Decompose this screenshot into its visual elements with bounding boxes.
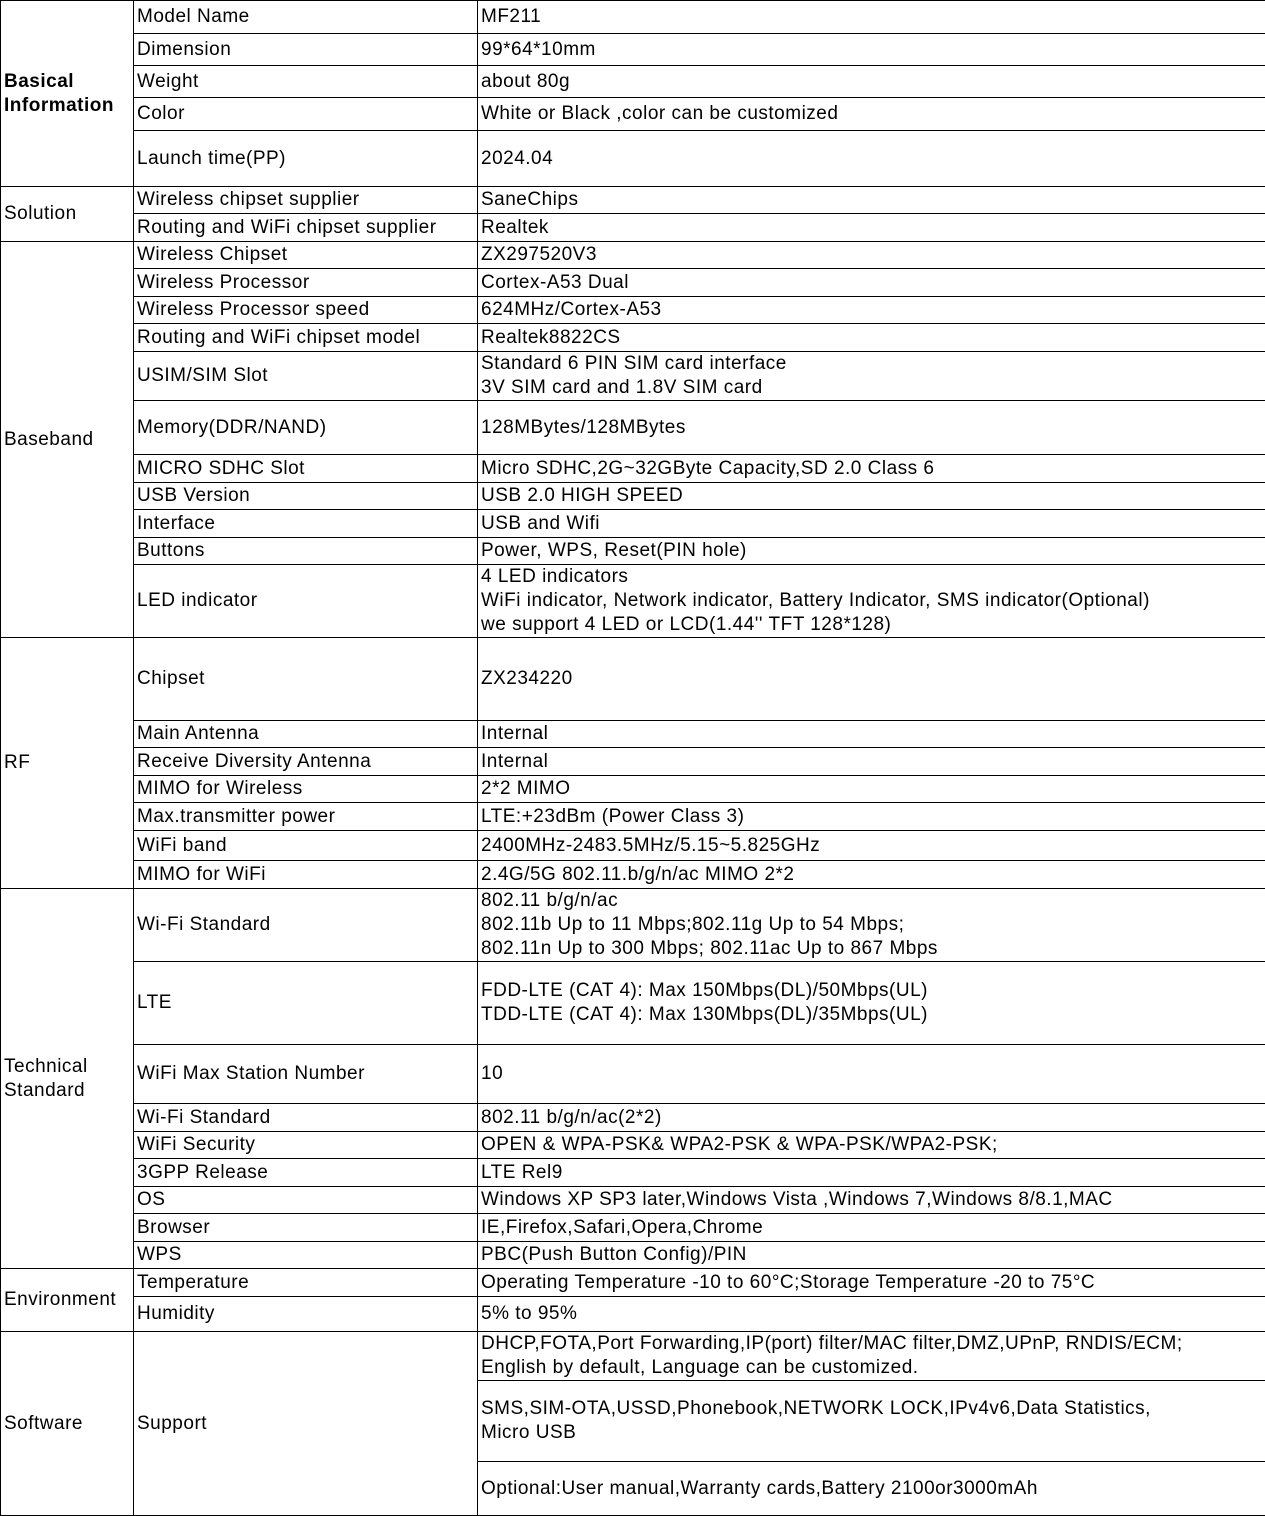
spec-value: USB and Wifi: [478, 510, 1265, 538]
spec-value: 2400MHz-2483.5MHz/5.15~5.825GHz: [478, 831, 1265, 861]
spec-value: USB 2.0 HIGH SPEED: [478, 483, 1265, 510]
spec-label: MICRO SDHC Slot: [134, 455, 478, 483]
spec-value: Realtek8822CS: [478, 324, 1265, 352]
spec-label: Humidity: [134, 1297, 478, 1332]
table-row: [1, 638, 1265, 721]
spec-label: Color: [134, 98, 478, 131]
table-row: [1, 776, 1265, 803]
table-row: [1, 214, 1265, 242]
table-row: [1, 1242, 1265, 1269]
spec-value: ZX297520V3: [478, 242, 1265, 269]
spec-label: Temperature: [134, 1269, 478, 1297]
spec-label: Weight: [134, 66, 478, 98]
table-row: [1, 269, 1265, 297]
spec-label: Buttons: [134, 538, 478, 565]
table-row: [1, 748, 1265, 776]
spec-value: 128MBytes/128MBytes: [478, 401, 1265, 455]
spec-label: LTE: [134, 962, 478, 1045]
table-row: [1, 1269, 1265, 1297]
spec-value: 2.4G/5G 802.11.b/g/n/ac MIMO 2*2: [478, 861, 1265, 889]
spec-label: OS: [134, 1187, 478, 1214]
table-row: [1, 1045, 1265, 1104]
spec-value: Operating Temperature -10 to 60°C;Storage Temperature -20 to 75°C: [478, 1269, 1265, 1297]
spec-value: IE,Firefox,Safari,Opera,Chrome: [478, 1214, 1265, 1242]
section-label: Environment: [1, 1269, 134, 1332]
table-row: [1, 1132, 1265, 1159]
table-row: [1, 721, 1265, 748]
spec-label: USB Version: [134, 483, 478, 510]
spec-value: Cortex-A53 Dual: [478, 269, 1265, 297]
spec-value: White or Black ,color can be customized: [478, 98, 1265, 131]
spec-value: SaneChips: [478, 187, 1265, 214]
spec-value: Internal: [478, 748, 1265, 776]
table-row: [1, 962, 1265, 1045]
spec-label: Max.transmitter power: [134, 803, 478, 831]
spec-label: USIM/SIM Slot: [134, 352, 478, 401]
table-row: [1, 324, 1265, 352]
section-label: Solution: [1, 187, 134, 242]
section-label: Technical Standard: [1, 889, 134, 1269]
spec-label: Memory(DDR/NAND): [134, 401, 478, 455]
spec-label: Routing and WiFi chipset model: [134, 324, 478, 352]
spec-value: 2024.04: [478, 131, 1265, 187]
spec-label: Wireless Chipset: [134, 242, 478, 269]
table-row: [1, 861, 1265, 889]
spec-value: about 80g: [478, 66, 1265, 98]
table-row: [1, 66, 1265, 98]
table-row: [1, 1, 1265, 34]
spec-label: LED indicator: [134, 565, 478, 638]
table-row: [1, 1187, 1265, 1214]
table-row: [1, 401, 1265, 455]
spec-label: WiFi Security: [134, 1132, 478, 1159]
table-row: [1, 565, 1265, 638]
spec-value: Internal: [478, 721, 1265, 748]
table-row: [1, 131, 1265, 187]
spec-value: 10: [478, 1045, 1265, 1104]
table-row: [1, 1332, 1265, 1381]
table-row: [1, 1214, 1265, 1242]
spec-label: Wireless Processor: [134, 269, 478, 297]
spec-label: MIMO for WiFi: [134, 861, 478, 889]
spec-value: 4 LED indicators WiFi indicator, Network indicator, Battery Indicator, SMS indicator(Optional) we support 4 LED or LCD(1.44'' TFT 128*128): [478, 565, 1265, 638]
table-row: [1, 1297, 1265, 1332]
spec-value: 5% to 95%: [478, 1297, 1265, 1332]
spec-label: Chipset: [134, 638, 478, 721]
spec-label: Launch time(PP): [134, 131, 478, 187]
spec-label: Wireless Processor speed: [134, 297, 478, 324]
section-label: Software: [1, 1332, 134, 1516]
spec-label: Wireless chipset supplier: [134, 187, 478, 214]
spec-label: WiFi Max Station Number: [134, 1045, 478, 1104]
spec-label: 3GPP Release: [134, 1159, 478, 1187]
spec-label: Interface: [134, 510, 478, 538]
spec-label: Dimension: [134, 34, 478, 66]
table-row: [1, 34, 1265, 66]
spec-label: WPS: [134, 1242, 478, 1269]
table-row: [1, 1159, 1265, 1187]
table-row: [1, 297, 1265, 324]
table-row: [1, 483, 1265, 510]
table-row: [1, 187, 1265, 214]
section-label: Basical Information: [1, 1, 134, 187]
section-label: RF: [1, 638, 134, 889]
spec-label: MIMO for Wireless: [134, 776, 478, 803]
table-row: [1, 889, 1265, 962]
spec-value: Optional:User manual,Warranty cards,Battery 2100or3000mAh: [478, 1462, 1265, 1516]
spec-label: Routing and WiFi chipset supplier: [134, 214, 478, 242]
spec-label: WiFi band: [134, 831, 478, 861]
spec-value: ZX234220: [478, 638, 1265, 721]
table-row: [1, 1104, 1265, 1132]
spec-value: 802.11 b/g/n/ac 802.11b Up to 11 Mbps;802.11g Up to 54 Mbps; 802.11n Up to 300 Mbps; 802.11ac Up to 867 Mbps: [478, 889, 1265, 962]
spec-label: Browser: [134, 1214, 478, 1242]
spec-label: Model Name: [134, 1, 478, 34]
spec-value: MF211: [478, 1, 1265, 34]
spec-value: SMS,SIM-OTA,USSD,Phonebook,NETWORK LOCK,IPv4v6,Data Statistics, Micro USB: [478, 1381, 1265, 1462]
spec-value: Standard 6 PIN SIM card interface 3V SIM card and 1.8V SIM card: [478, 352, 1265, 401]
spec-label: Main Antenna: [134, 721, 478, 748]
spec-value: Power, WPS, Reset(PIN hole): [478, 538, 1265, 565]
table-row: [1, 455, 1265, 483]
spec-value: Windows XP SP3 later,Windows Vista ,Windows 7,Windows 8/8.1,MAC: [478, 1187, 1265, 1214]
spec-value: 99*64*10mm: [478, 34, 1265, 66]
table-row: [1, 803, 1265, 831]
table-row: [1, 98, 1265, 131]
table-row: [1, 242, 1265, 269]
spec-value: DHCP,FOTA,Port Forwarding,IP(port) filter/MAC filter,DMZ,UPnP, RNDIS/ECM; English by default, Language can be customized.: [478, 1332, 1265, 1381]
table-row: [1, 352, 1265, 401]
spec-label: Receive Diversity Antenna: [134, 748, 478, 776]
table-row: [1, 831, 1265, 861]
spec-value: 624MHz/Cortex-A53: [478, 297, 1265, 324]
spec-value: Micro SDHC,2G~32GByte Capacity,SD 2.0 Class 6: [478, 455, 1265, 483]
spec-value: 2*2 MIMO: [478, 776, 1265, 803]
spec-label: Wi-Fi Standard: [134, 889, 478, 962]
spec-value: LTE Rel9: [478, 1159, 1265, 1187]
table-row: [1, 510, 1265, 538]
spec-value: OPEN & WPA-PSK& WPA2-PSK & WPA-PSK/WPA2-PSK;: [478, 1132, 1265, 1159]
spec-value: PBC(Push Button Config)/PIN: [478, 1242, 1265, 1269]
spec-label: Wi-Fi Standard: [134, 1104, 478, 1132]
spec-value: 802.11 b/g/n/ac(2*2): [478, 1104, 1265, 1132]
spec-label: Support: [134, 1332, 478, 1516]
spec-value: FDD-LTE (CAT 4): Max 150Mbps(DL)/50Mbps(UL) TDD-LTE (CAT 4): Max 130Mbps(DL)/35Mbps(UL): [478, 962, 1265, 1045]
table-row: [1, 538, 1265, 565]
spec-value: LTE:+23dBm (Power Class 3): [478, 803, 1265, 831]
section-label: Baseband: [1, 242, 134, 638]
spec-value: Realtek: [478, 214, 1265, 242]
